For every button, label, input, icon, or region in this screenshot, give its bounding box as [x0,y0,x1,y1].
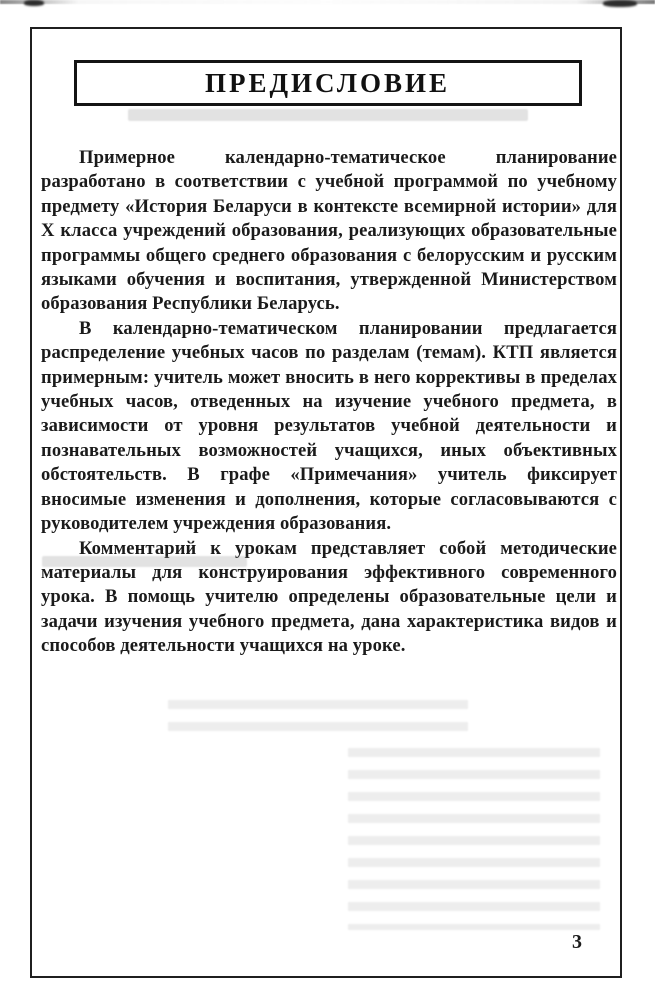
paragraph: Примерное календарно-тематическое планирование разработано в соответствии с учебной программой по учебному предмету «История Беларуси в контексте всемирной истории» для X класса учреждений образования, реализующих образовательные программы общего среднего образования с белорусским и русским языками обучения и воспитания, утвержденной Министерством образования Республики Беларусь. [41,147,617,315]
body-text [41,146,617,659]
page-title: ПРЕДИСЛОВИЕ [204,67,451,98]
paragraph: Комментарий к урокам представляет собой методические материалы для конструирования эффективного современного урока. В помощь учителю определены образовательные цели и задачи изучения учебного предмета, дана характеристика видов и способов деятельности учащихся на уроке. [41,537,617,657]
page-number: 3 [572,931,582,953]
scan-artifact-top-left [24,0,44,6]
scan-artifact-top-right [603,0,637,7]
paragraph: В календарно-тематическом планировании предлагается распределение учебных часов по разделам (темам). КТП является примерным: учитель может вносить в него коррективы в пределах учебных часов, отведенных на изучение учебного предмета, в зависимости от уровня результатов учебной деятельности и познавательных возможностей учащихся, иных объективных обстоятельств. В графе «Примечания» учитель фиксирует вносимые изменения и дополнения, которые согласовываются с руководителем учреждения образования. [41,317,617,535]
scan-artifact-top-edge [0,0,655,4]
chapter-title-box [74,60,582,106]
